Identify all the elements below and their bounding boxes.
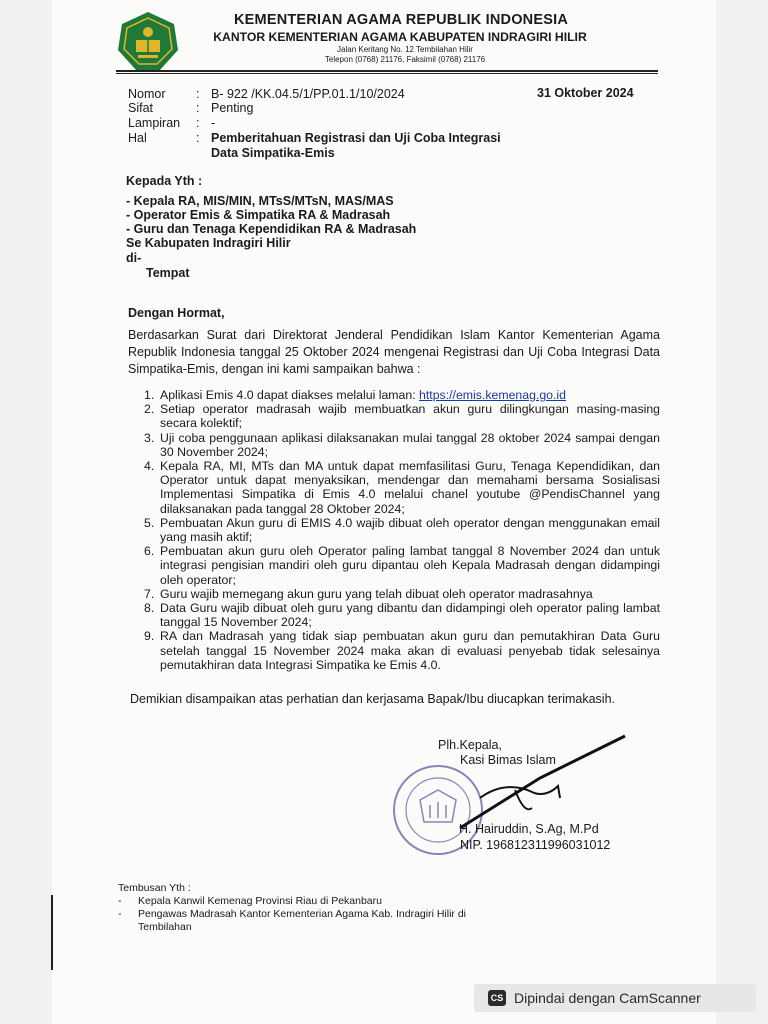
- hal-label: Hal: [128, 131, 147, 145]
- list-item: [144, 601, 660, 630]
- list-item: [144, 402, 660, 431]
- closing-text: Demikian disampaikan atas perhatian dan kerjasama Bapak/Ibu diucapkan terimakasih.: [130, 692, 615, 706]
- colon: :: [196, 131, 200, 145]
- recipient-item: - Guru dan Tenaga Kependidikan RA & Madrasah: [126, 222, 417, 236]
- list-item: [144, 544, 660, 587]
- recipient-di: di-: [126, 251, 142, 265]
- list-item: [144, 388, 660, 402]
- recipient-place: Tempat: [146, 266, 190, 280]
- cc-text: Pengawas Madrasah Kantor Kementerian Agama Kab. Indragiri Hilir di: [138, 908, 467, 920]
- page-edge: [51, 895, 53, 970]
- item-number: 7.: [144, 586, 155, 601]
- cc-text: Kepala Kanwil Kemenag Provinsi Riau di Pekanbaru: [138, 895, 382, 907]
- item-text: Uji coba penggunaan aplikasi dilaksanakan mulai tanggal 28 oktober 2024 sampai dengan 30 November 2024;: [160, 430, 660, 459]
- recipient-item: - Operator Emis & Simpatika RA & Madrasah: [126, 208, 391, 222]
- intro-paragraph: Berdasarkan Surat dari Direktorat Jenderal Pendidikan Islam Kantor Kementerian Agama Republik Indonesia tanggal 25 Oktober 2024 mengenai Registrasi dan Uji Coba Integrasi Data Simpatika-Emis, dengan ini kami sampaikan bahwa :: [128, 328, 660, 376]
- list-item: [144, 629, 660, 672]
- item-text: Guru wajib memegang akun guru yang telah dibuat oleh operator madrasahnya: [160, 586, 593, 601]
- colon: :: [196, 87, 200, 101]
- item-text: Data Guru wajib dibuat oleh guru yang dibantu dan didampingi oleh operator paling lambat tanggal 15 November 2024;: [160, 601, 660, 630]
- greeting: Dengan Hormat,: [128, 306, 225, 320]
- list-item: [144, 430, 660, 459]
- item-number: 3.: [144, 430, 155, 445]
- nomor-label: Nomor: [128, 87, 166, 101]
- item-number: 5.: [144, 515, 155, 530]
- item-text: Setiap operator madrasah wajib membuatkan akun guru dilingkungan masing-masing secara kolektif;: [160, 402, 660, 431]
- signer-title: Plh.Kepala,: [438, 738, 502, 752]
- emis-link[interactable]: https://emis.kemenag.go.id: [419, 388, 567, 402]
- sifat-value: Penting: [211, 101, 254, 115]
- ministry-title: KEMENTERIAN AGAMA REPUBLIK INDONESIA: [234, 12, 568, 28]
- camscanner-icon: CS: [488, 990, 506, 1006]
- kemenag-logo: [116, 10, 180, 74]
- colon: :: [196, 101, 200, 115]
- item-text: Aplikasi Emis 4.0 dapat diakses melalui laman:: [160, 388, 420, 402]
- office-contact: Telepon (0768) 21176, Faksimil (0768) 21176: [324, 55, 486, 64]
- office-title: KANTOR KEMENTERIAN AGAMA KABUPATEN INDRAGIRI HILIR: [213, 30, 587, 44]
- cc-text: Tembilahan: [138, 921, 192, 933]
- header-rule-thick: [116, 70, 658, 72]
- colon: :: [196, 116, 200, 130]
- item-text: RA dan Madrasah yang tidak siap pembuatan akun guru dan pemutakhiran Data Guru setelah tanggal 15 November 2024 maka akan di evaluasi penyebab tidak selesainya pemutakhiran data Integrasi Simpatika ke Emis 4.0.: [160, 629, 660, 672]
- camscanner-badge: [474, 984, 756, 1012]
- camscanner-label: Dipindai dengan CamScanner: [514, 990, 701, 1006]
- letter-date: 31 Oktober 2024: [537, 86, 634, 100]
- signer-position: Kasi Bimas Islam: [460, 753, 556, 767]
- hal-value-line1: Pemberitahuan Registrasi dan Uji Coba Integrasi: [211, 131, 501, 145]
- list-item: [144, 515, 660, 545]
- header-rule-thin: [116, 73, 658, 74]
- item-number: 4.: [144, 459, 155, 474]
- item-text: Pembuatan Akun guru di EMIS 4.0 wajib dibuat oleh operator dengan menggunakan email yang masih aktif;: [160, 515, 660, 545]
- item-text: Kepala RA, MI, MTs dan MA untuk dapat memfasilitasi Guru, Tenaga Kependidikan, dan Operator untuk dapat menyaksikan, mendengar dan memahami bersama Sosialisasi Implementasi Simpatika di Emis 4.0 melalui chanel youtube @PendisChannel yang dilaksanakan pada tanggal 28 Oktober 2024;: [160, 459, 660, 516]
- item-text: Pembuatan akun guru oleh Operator paling lambat tanggal 8 November 2024 dan untuk integrasi pengisian mandiri oleh guru dipantau oleh Kepala Madrasah dengan didampingi oleh operator;: [160, 544, 660, 587]
- hal-value-line2: Data Simpatika-Emis: [211, 146, 335, 160]
- signer-name: H. Hairuddin, S.Ag, M.Pd: [459, 822, 599, 836]
- cc-bullet: -: [118, 908, 122, 920]
- recipient-region: Se Kabupaten Indragiri Hilir: [126, 236, 291, 250]
- nomor-value: B- 922 /KK.04.5/1/PP.01.1/10/2024: [211, 87, 405, 101]
- points-list: [144, 388, 660, 672]
- item-number: 9.: [144, 629, 155, 644]
- item-number: 1.: [144, 388, 155, 402]
- item-number: 8.: [144, 601, 155, 616]
- cc-bullet: -: [118, 895, 122, 907]
- cc-heading: Tembusan Yth :: [118, 882, 191, 894]
- sifat-label: Sifat: [128, 101, 154, 115]
- signer-nip: NIP. 196812311996031012: [460, 838, 611, 852]
- item-number: 2.: [144, 402, 155, 417]
- list-item: [144, 459, 660, 516]
- lampiran-label: Lampiran: [128, 116, 181, 130]
- recipient-heading: Kepada Yth :: [126, 174, 203, 188]
- list-item: [144, 586, 660, 601]
- lampiran-value: -: [211, 116, 216, 130]
- office-address: Jalan Keritang No. 12 Tembilahan Hilir: [337, 45, 473, 54]
- item-number: 6.: [144, 544, 155, 559]
- recipient-item: - Kepala RA, MIS/MIN, MTsS/MTsN, MAS/MAS: [126, 194, 394, 208]
